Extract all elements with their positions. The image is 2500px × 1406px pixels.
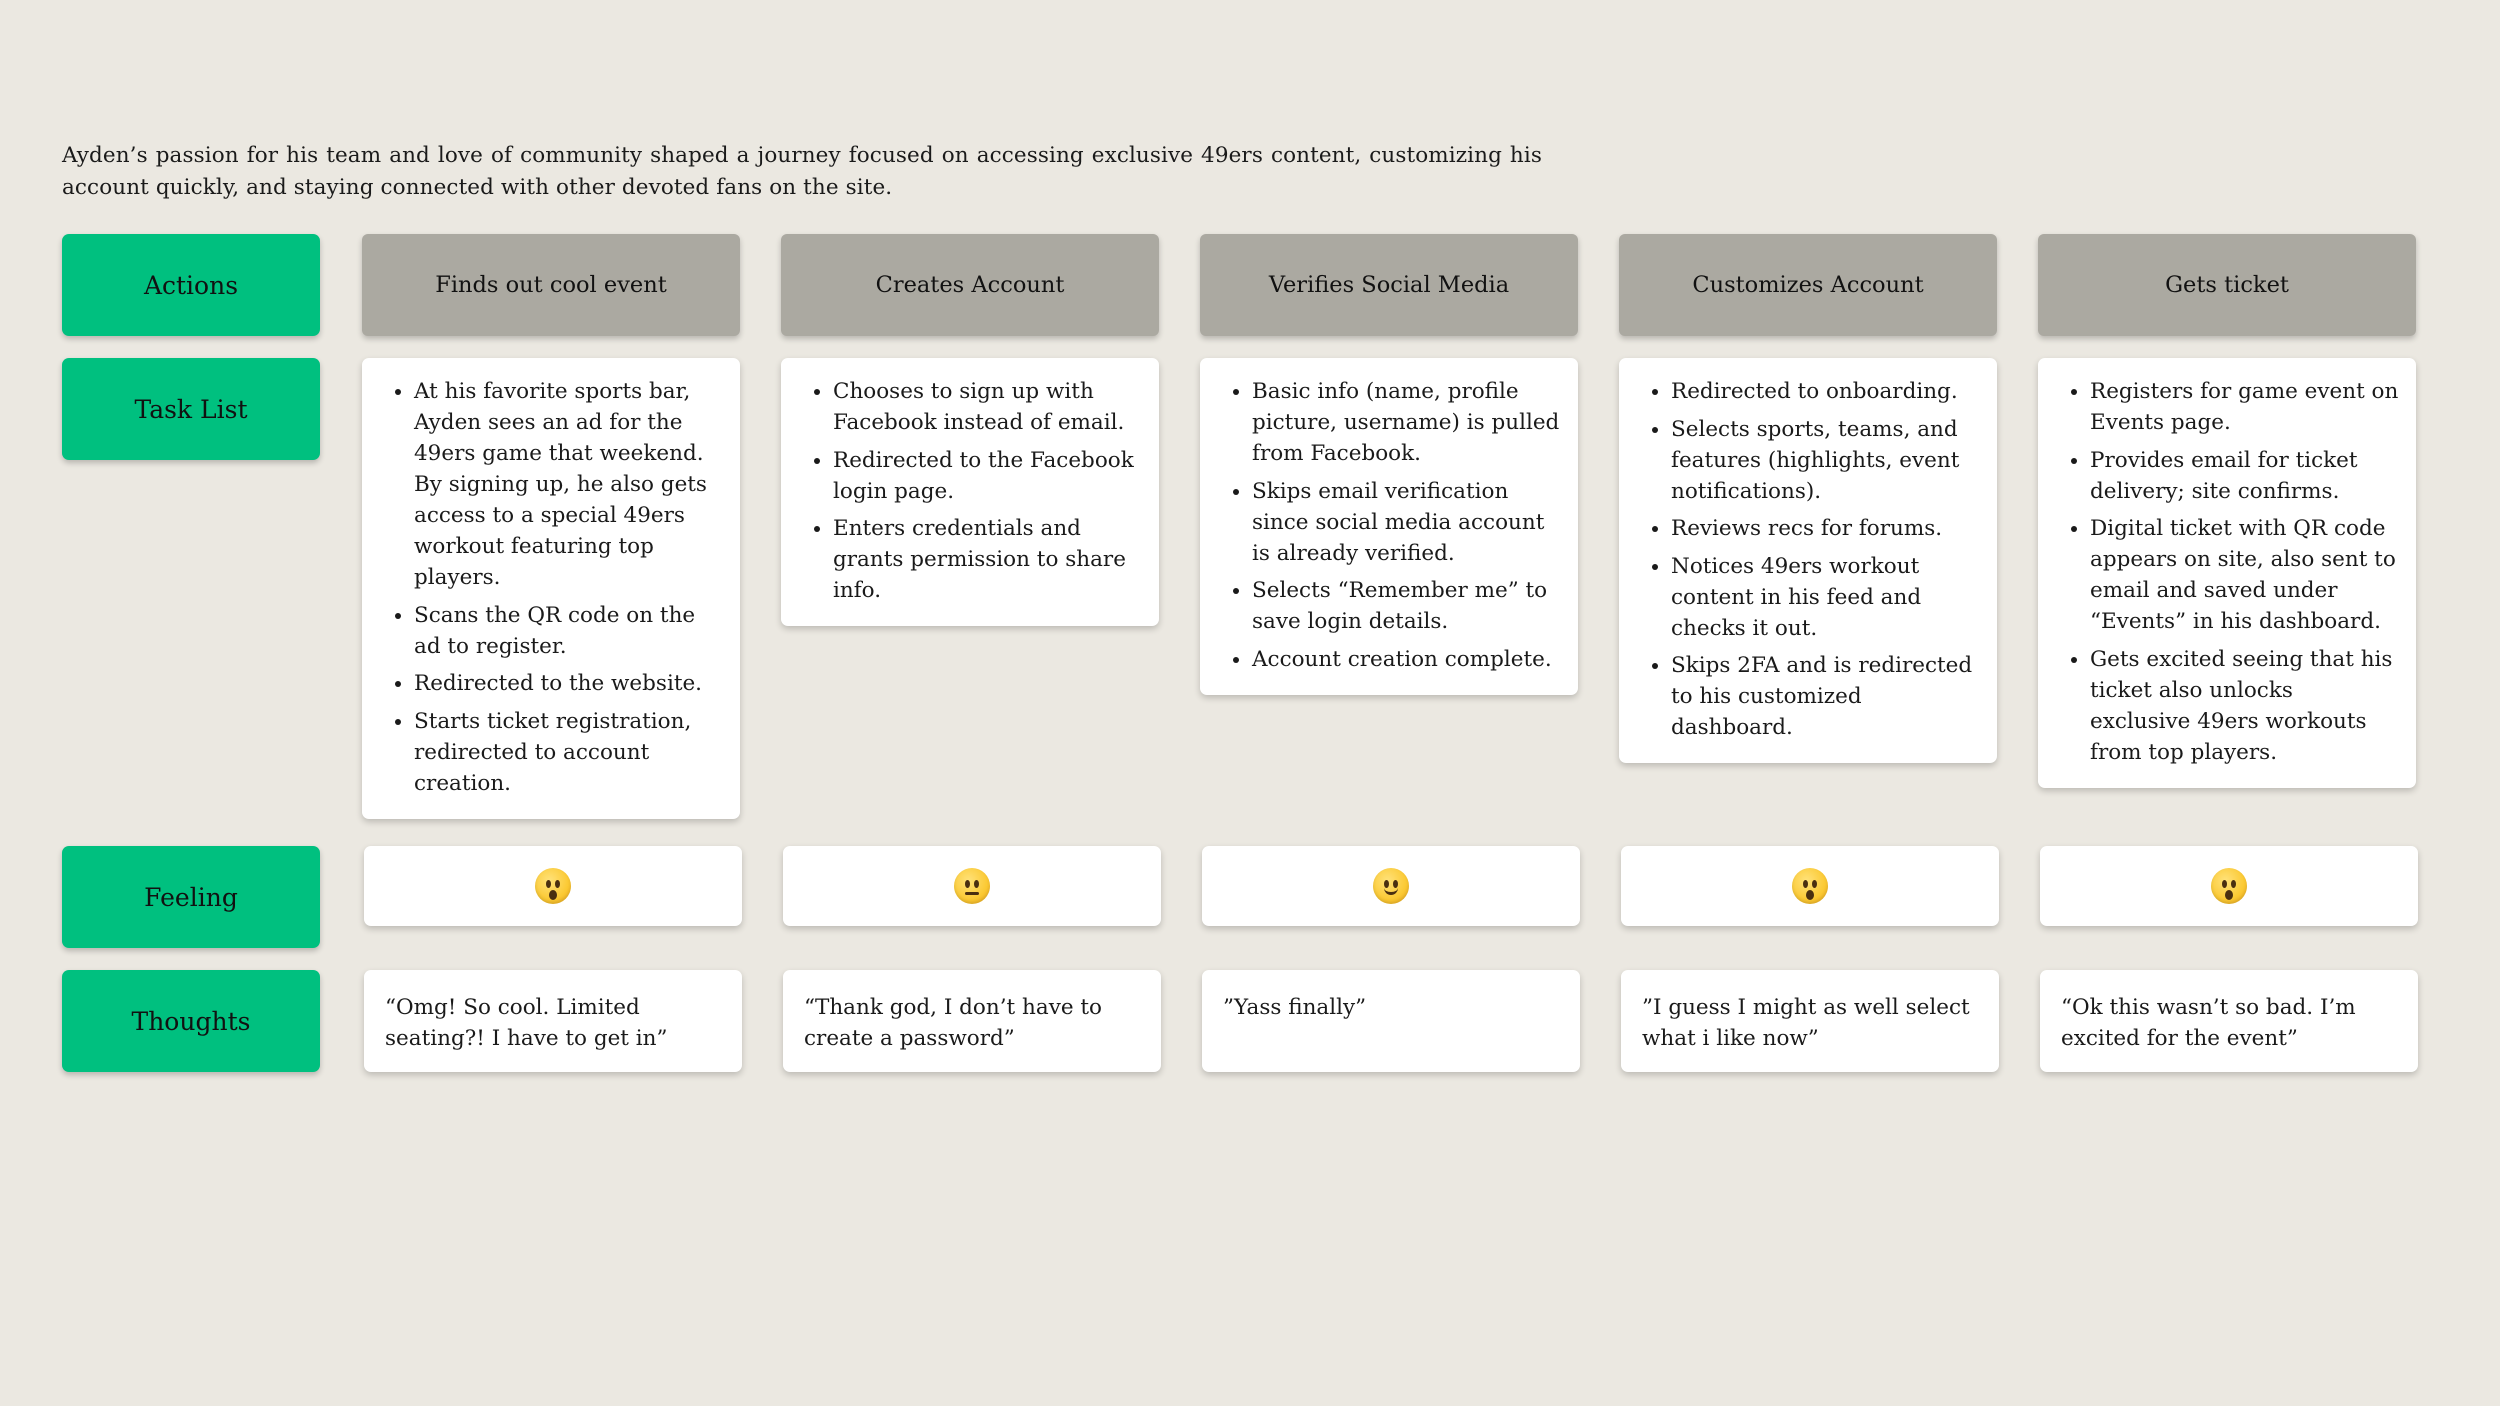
row-label-task-list: Task List xyxy=(62,358,320,460)
stage-3-task-list xyxy=(1220,376,1562,675)
stage-3-task-card xyxy=(1200,358,1578,695)
task-item: • Redirected to the website. xyxy=(414,668,724,699)
task-item: • At his favorite sports bar, Ayden sees an ad for the 49ers game that weekend. By signing up, he also gets access to a special 49ers workout featuring top players. xyxy=(414,376,724,593)
task-item: • Basic info (name, profile picture, username) is pulled from Facebook. xyxy=(1252,376,1562,469)
stage-5-feeling-card xyxy=(2040,846,2418,926)
task-item: • Notices 49ers workout content in his feed and checks it out. xyxy=(1671,551,1981,644)
stage-5-thought-card: “Ok this wasn’t so bad. I’m excited for the event” xyxy=(2040,970,2418,1072)
task-item: • Skips 2FA and is redirected to his customized dashboard. xyxy=(1671,650,1981,743)
surprised-face-icon xyxy=(1792,868,1828,904)
stage-4-action-header: Customizes Account xyxy=(1619,234,1997,336)
stage-3-thought-card: ”Yass finally” xyxy=(1202,970,1580,1072)
stage-5-task-list xyxy=(2058,376,2400,768)
row-label-feeling: Feeling xyxy=(62,846,320,948)
task-item: • Redirected to onboarding. xyxy=(1671,376,1981,407)
neutral-face-icon xyxy=(954,868,990,904)
stage-2-feeling-card xyxy=(783,846,1161,926)
task-item: • Selects sports, teams, and features (highlights, event notifications). xyxy=(1671,414,1981,507)
task-item: • Chooses to sign up with Facebook instead of email. xyxy=(833,376,1143,438)
task-item: • Reviews recs for forums. xyxy=(1671,513,1981,544)
task-item: • Gets excited seeing that his ticket also unlocks exclusive 49ers workouts from top players. xyxy=(2090,644,2400,768)
task-item: • Provides email for ticket delivery; site confirms. xyxy=(2090,445,2400,507)
intro-text: Ayden’s passion for his team and love of community shaped a journey focused on accessing exclusive 49ers content, customizing his account quickly, and staying connected with other devoted fans on the site. xyxy=(62,142,1542,200)
stage-1-task-card xyxy=(362,358,740,819)
stage-2-task-list xyxy=(801,376,1143,606)
stage-4-thought-card: ”I guess I might as well select what i like now” xyxy=(1621,970,1999,1072)
stage-4-task-list xyxy=(1639,376,1981,743)
stage-4-feeling-card xyxy=(1621,846,1999,926)
task-item: • Registers for game event on Events page. xyxy=(2090,376,2400,438)
surprised-face-icon xyxy=(535,868,571,904)
task-item: • Account creation complete. xyxy=(1252,644,1562,675)
stage-5-task-card xyxy=(2038,358,2416,788)
slightly-smiling-face-icon xyxy=(1373,868,1409,904)
stage-2-action-header: Creates Account xyxy=(781,234,1159,336)
surprised-face-icon xyxy=(2211,868,2247,904)
stage-1-feeling-card xyxy=(364,846,742,926)
stage-1-action-header: Finds out cool event xyxy=(362,234,740,336)
task-item: • Skips email verification since social media account is already verified. xyxy=(1252,476,1562,569)
task-item: • Digital ticket with QR code appears on site, also sent to email and saved under “Events” in his dashboard. xyxy=(2090,513,2400,637)
task-item: • Selects “Remember me” to save login details. xyxy=(1252,575,1562,637)
task-item: • Scans the QR code on the ad to register. xyxy=(414,600,724,662)
task-item: • Starts ticket registration, redirected to account creation. xyxy=(414,706,724,799)
stage-4-task-card xyxy=(1619,358,1997,763)
task-item: • Redirected to the Facebook login page. xyxy=(833,445,1143,507)
row-label-thoughts: Thoughts xyxy=(62,970,320,1072)
stage-3-feeling-card xyxy=(1202,846,1580,926)
stage-1-task-list xyxy=(382,376,724,799)
stage-1-thought-card: “Omg! So cool. Limited seating?! I have to get in” xyxy=(364,970,742,1072)
stage-5-action-header: Gets ticket xyxy=(2038,234,2416,336)
stage-2-thought-card: “Thank god, I don’t have to create a password” xyxy=(783,970,1161,1072)
stage-3-action-header: Verifies Social Media xyxy=(1200,234,1578,336)
task-item: • Enters credentials and grants permission to share info. xyxy=(833,513,1143,606)
row-label-actions: Actions xyxy=(62,234,320,336)
stage-2-task-card xyxy=(781,358,1159,626)
